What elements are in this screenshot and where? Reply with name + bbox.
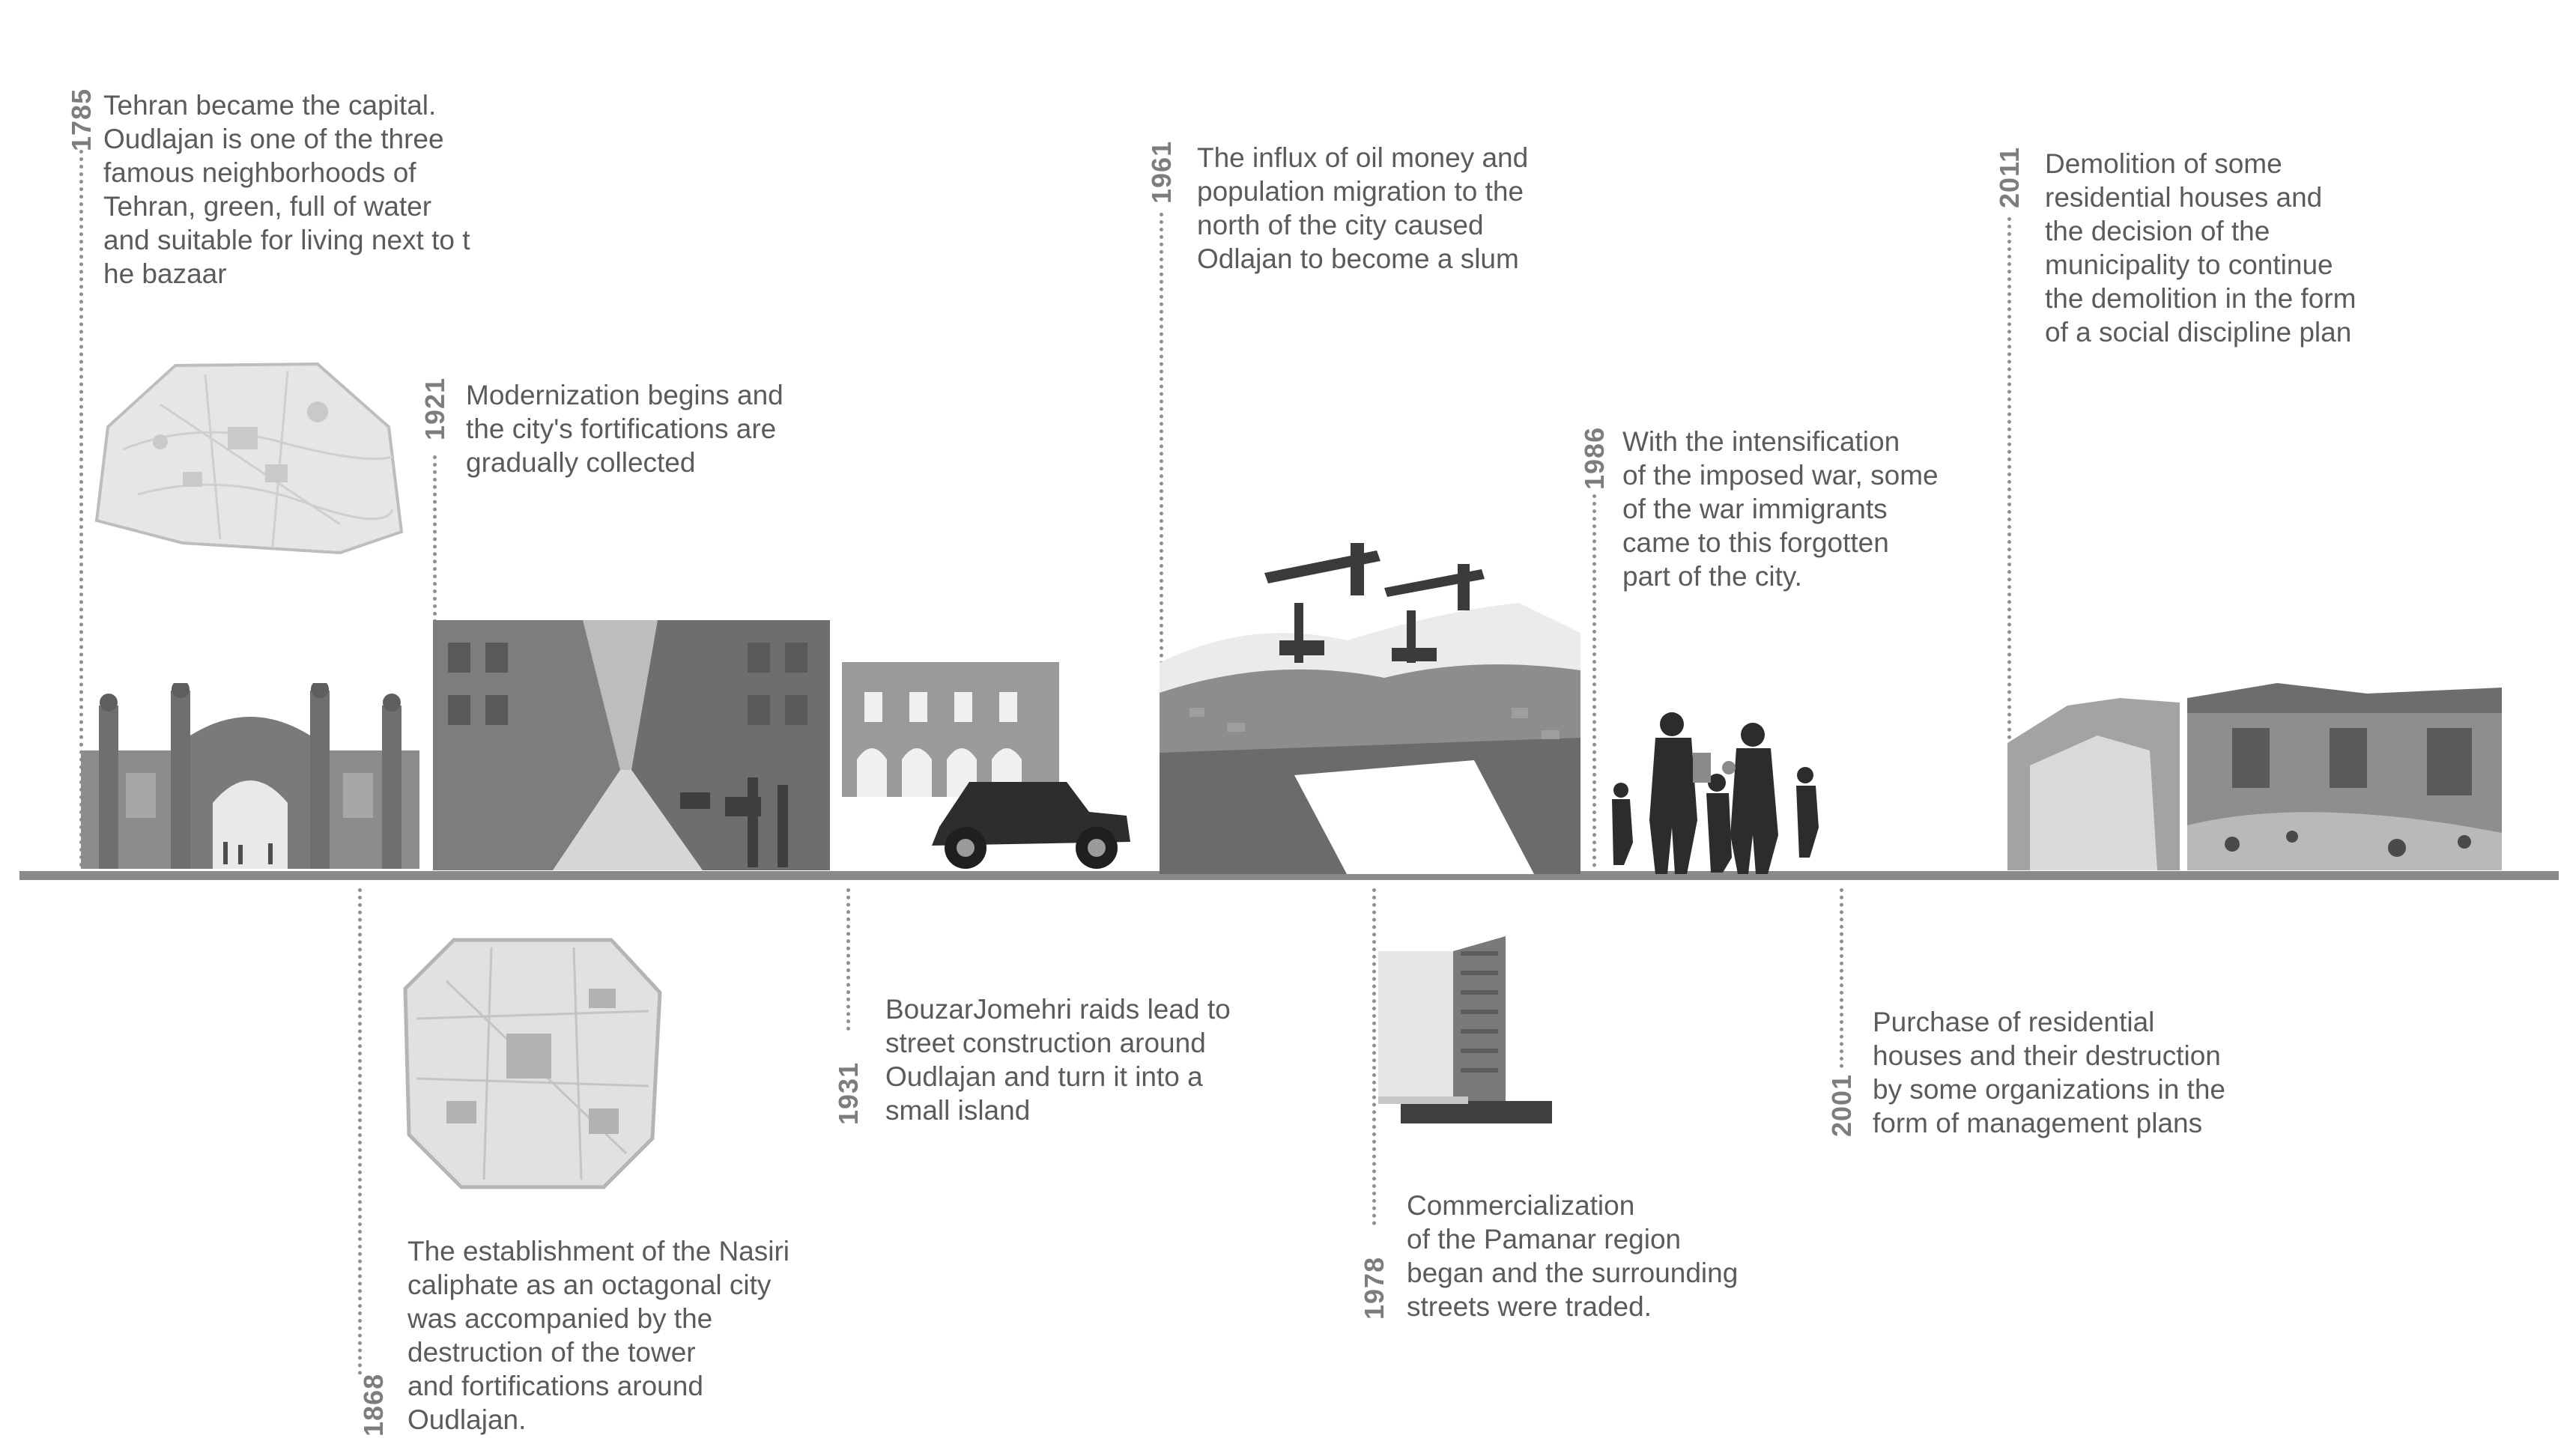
leader-1921 xyxy=(433,455,437,623)
leader-2001 xyxy=(1840,888,1843,1068)
year-1785: 1785 xyxy=(66,88,97,151)
year-2001: 2001 xyxy=(1826,1073,1857,1137)
leader-1868 xyxy=(358,888,362,1375)
event-text-2011: Demolition of some residential houses and the decision of the municipality to continue the demolition in the form of a social discipline plan xyxy=(2045,148,2357,348)
year-2011: 2011 xyxy=(1994,146,2025,208)
city-gate-icon xyxy=(81,683,419,869)
event-text-1785: Tehran became the capital. Oudlajan is one of the three famous neighborhoods of Tehran, green, full of water and suitable for living next to t he bazaar xyxy=(103,90,470,289)
year-1978: 1978 xyxy=(1359,1256,1389,1320)
year-1868: 1868 xyxy=(358,1373,389,1437)
war-refugees-icon xyxy=(1603,708,1828,874)
event-text-1961: The influx of oil money and population migration to the north of the city caused Odlajan to become a slum xyxy=(1197,142,1529,274)
old-map-icon xyxy=(93,360,407,554)
street-photo-icon xyxy=(433,620,830,870)
year-1961: 1961 xyxy=(1146,140,1177,204)
arcade-car-icon xyxy=(842,662,1142,872)
oil-pump-city-icon xyxy=(1160,528,1580,874)
leader-1986 xyxy=(1592,494,1596,867)
event-text-1978: Commercialization of the Pamanar region began and the surrounding streets were traded. xyxy=(1407,1190,1739,1322)
leader-1931 xyxy=(846,888,850,1031)
leader-1978 xyxy=(1372,888,1376,1225)
tower-building-icon xyxy=(1378,929,1552,1138)
year-1931: 1931 xyxy=(833,1061,864,1125)
ruined-houses-icon xyxy=(2007,683,2502,870)
event-text-1986: With the intensification of the imposed war, some of the war immigrants came to this forgotten part of the city. xyxy=(1622,426,1939,592)
year-1986: 1986 xyxy=(1579,426,1610,490)
event-text-1868: The establishment of the Nasiri caliphate as an octagonal city was accompanied by the destruction of the tower and fortifications around Oudlajan. xyxy=(407,1236,790,1435)
octagonal-map-icon xyxy=(401,936,664,1191)
event-text-1931: BouzarJomehri raids lead to street construction around Oudlajan and turn it into a small island xyxy=(885,994,1231,1126)
year-1921: 1921 xyxy=(419,377,450,440)
event-text-1921: Modernization begins and the city's fortifications are gradually collected xyxy=(466,380,784,478)
event-text-2001: Purchase of residential houses and their destruction by some organizations in the form of management plans xyxy=(1873,1007,2225,1138)
